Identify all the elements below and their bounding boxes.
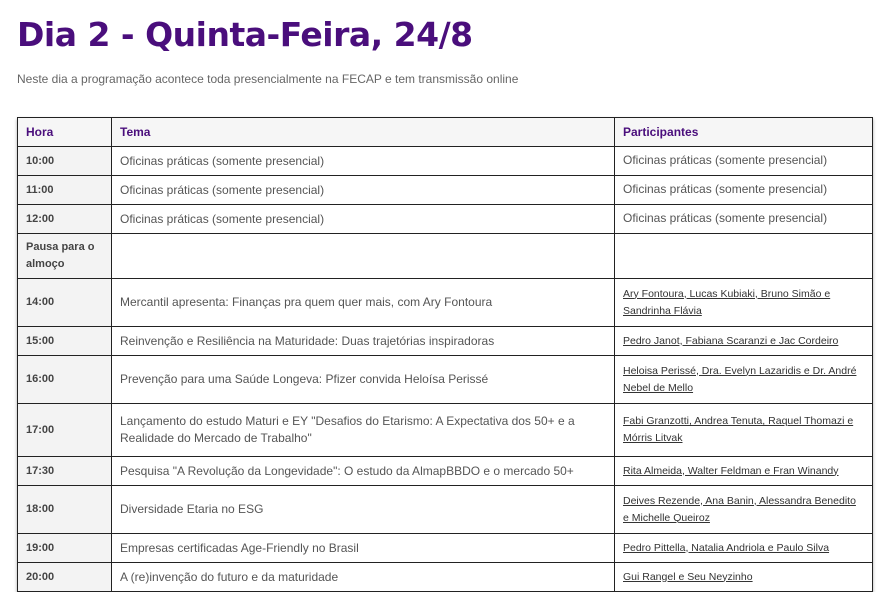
participantes-cell — [615, 234, 873, 279]
participantes-cell — [615, 563, 873, 592]
table-row — [18, 457, 873, 486]
participantes-link[interactable]: Deives Rezende, Ana Banin, Alessandra Benedito e Michelle Queiroz — [623, 494, 856, 524]
column-header-participantes: Participantes — [615, 118, 873, 147]
table-row — [18, 404, 873, 457]
column-header-hora: Hora — [18, 118, 112, 147]
hora-cell: 14:00 — [18, 279, 112, 327]
table-row — [18, 563, 873, 592]
participantes-cell — [615, 404, 873, 457]
column-header-tema: Tema — [112, 118, 615, 147]
tema-cell: Mercantil apresenta: Finanças pra quem quer mais, com Ary Fontoura — [112, 279, 615, 327]
hora-cell: 19:00 — [18, 534, 112, 563]
participantes-text: Oficinas práticas (somente presencial) — [623, 153, 828, 167]
tema-cell: Reinvenção e Resiliência na Maturidade: Duas trajetórias inspiradoras — [112, 327, 615, 356]
participantes-cell — [615, 534, 873, 563]
participantes-link[interactable]: Pedro Pittella, Natalia Andriola e Paulo Silva — [623, 541, 830, 554]
schedule-table — [17, 117, 873, 592]
table-row — [18, 486, 873, 534]
participantes-link[interactable]: Heloisa Perissé, Dra. Evelyn Lazaridis e Dr. André Nebel de Mello — [623, 364, 857, 394]
participantes-cell — [615, 486, 873, 534]
hora-cell: 20:00 — [18, 563, 112, 592]
participantes-cell — [615, 147, 873, 176]
hora-cell: 11:00 — [18, 176, 112, 205]
table-header-row — [18, 118, 873, 147]
table-row — [18, 234, 873, 279]
table-row — [18, 147, 873, 176]
table-row — [18, 205, 873, 234]
tema-cell: Pesquisa "A Revolução da Longevidade": O estudo da AlmapBBDO e o mercado 50+ — [112, 457, 615, 486]
tema-cell: Oficinas práticas (somente presencial) — [112, 205, 615, 234]
tema-cell: Oficinas práticas (somente presencial) — [112, 176, 615, 205]
table-row — [18, 327, 873, 356]
participantes-cell — [615, 205, 873, 234]
participantes-cell — [615, 176, 873, 205]
participantes-link[interactable]: Rita Almeida, Walter Feldman e Fran Winandy — [623, 464, 839, 477]
hora-cell: 18:00 — [18, 486, 112, 534]
page-title: Dia 2 - Quinta-Feira, 24/8 — [17, 15, 473, 54]
table-row — [18, 176, 873, 205]
hora-cell: 17:30 — [18, 457, 112, 486]
table-row — [18, 279, 873, 327]
tema-cell: Prevenção para uma Saúde Longeva: Pfizer convida Heloísa Perissé — [112, 356, 615, 404]
participantes-link[interactable]: Ary Fontoura, Lucas Kubiaki, Bruno Simão e Sandrinha Flávia — [623, 287, 831, 317]
page-subtitle: Neste dia a programação acontece toda presencialmente na FECAP e tem transmissão online — [17, 72, 519, 86]
tema-cell: Oficinas práticas (somente presencial) — [112, 147, 615, 176]
participantes-cell — [615, 356, 873, 404]
tema-cell: Diversidade Etaria no ESG — [112, 486, 615, 534]
participantes-link[interactable]: Fabi Granzotti, Andrea Tenuta, Raquel Thomazi e Mórris Litvak — [623, 415, 854, 444]
tema-cell: Lançamento do estudo Maturi e EY "Desafios do Etarismo: A Expectativa dos 50+ e a Realidade do Mercado de Trabalho" — [112, 404, 615, 457]
hora-cell: 12:00 — [18, 205, 112, 234]
participantes-link[interactable]: Pedro Janot, Fabiana Scaranzi e Jac Cordeiro — [623, 334, 839, 347]
table-row — [18, 534, 873, 563]
hora-cell: 16:00 — [18, 356, 112, 404]
participantes-text: Oficinas práticas (somente presencial) — [623, 211, 828, 225]
hora-cell: Pausa para o almoço — [18, 234, 112, 279]
table-row — [18, 356, 873, 404]
participantes-cell — [615, 327, 873, 356]
participantes-link[interactable]: Gui Rangel e Seu Neyzinho — [623, 570, 753, 583]
hora-cell: 15:00 — [18, 327, 112, 356]
participantes-cell — [615, 457, 873, 486]
tema-cell: A (re)invenção do futuro e da maturidade — [112, 563, 615, 592]
tema-cell — [112, 234, 615, 279]
tema-cell: Empresas certificadas Age-Friendly no Brasil — [112, 534, 615, 563]
hora-cell: 17:00 — [18, 404, 112, 457]
participantes-cell — [615, 279, 873, 327]
hora-cell: 10:00 — [18, 147, 112, 176]
participantes-text: Oficinas práticas (somente presencial) — [623, 182, 828, 196]
